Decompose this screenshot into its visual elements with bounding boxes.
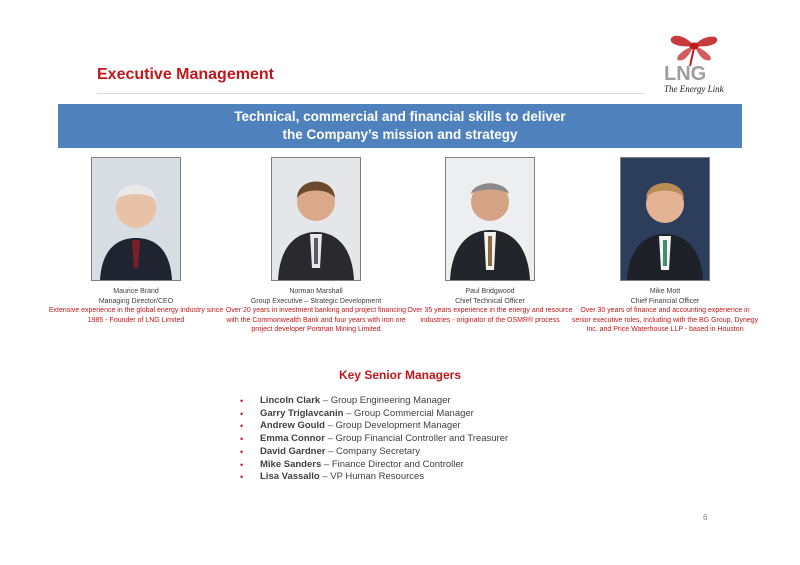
manager-role: – Company Secretary <box>328 445 420 457</box>
list-item <box>240 471 508 484</box>
bullet-icon: • <box>240 459 244 470</box>
executive-card <box>570 157 760 335</box>
manager-role: – Group Development Manager <box>327 420 461 432</box>
bullet-icon: • <box>240 434 244 445</box>
manager-name: David Gardner <box>260 445 326 457</box>
manager-name: Emma Connor <box>260 433 325 445</box>
page-title: Executive Management <box>97 66 274 83</box>
senior-managers-list <box>240 395 508 484</box>
executive-photo <box>445 157 535 281</box>
manager-role: – VP Human Resources <box>322 471 425 483</box>
executive-role: Chief Technical Officer <box>455 297 525 305</box>
executive-role: Group Executive – Strategic Development <box>250 297 382 305</box>
manager-role: – Group Engineering Manager <box>322 395 451 406</box>
bullet-icon: • <box>240 446 244 457</box>
executive-card <box>41 157 231 325</box>
executive-photo <box>620 157 710 281</box>
executive-name: Mike Mott <box>649 288 681 295</box>
manager-name: Lincoln Clark <box>260 395 321 406</box>
manager-name: Lisa Vassallo <box>260 471 320 483</box>
title-divider <box>97 93 645 94</box>
list-item <box>240 446 508 459</box>
executive-role: Chief Financial Officer <box>630 297 700 305</box>
executive-name: Paul Bridgwood <box>465 288 515 295</box>
executive-role: Managing Director/CEO <box>98 297 174 305</box>
logo-tagline: The Energy Link <box>664 84 724 94</box>
executive-card <box>221 157 411 335</box>
list-item <box>240 420 508 433</box>
list-item <box>240 459 508 472</box>
executive-name: Maurice Brand <box>113 288 159 295</box>
bullet-icon: • <box>240 472 244 483</box>
manager-name: Andrew Gould <box>260 420 325 432</box>
bullet-icon: • <box>240 408 244 419</box>
executive-description: Over 20 years in investment banking and project financing with the Commonwealth Bank and four years with iron ore project developer Portman Mining Limited <box>225 307 407 333</box>
company-logo <box>650 32 730 98</box>
executive-name: Norman Marshall <box>289 288 343 295</box>
manager-role: – Group Commercial Manager <box>346 407 474 419</box>
bullet-icon: • <box>240 421 244 432</box>
mission-banner <box>58 104 742 148</box>
banner-line-1: Technical, commercial and financial skills to deliver <box>234 109 566 124</box>
executive-description: Over 30 years of finance and accounting experience in senior executive roles, including with the BG Group, Dynegy Inc. and Price Waterhouse LLP - based in Houston <box>571 307 759 333</box>
bullet-icon: • <box>240 396 244 406</box>
manager-role: – Finance Director and Controller <box>323 458 464 470</box>
executive-description: Over 35 years experience in the energy and resource industries - originator of the OSMR® process <box>407 307 573 324</box>
list-item <box>240 395 508 408</box>
executive-photo <box>91 157 181 281</box>
executive-photo <box>271 157 361 281</box>
banner-line-2: the Company’s mission and strategy <box>282 127 518 142</box>
manager-name: Garry Triglavcanin <box>260 407 344 419</box>
manager-name: Mike Sanders <box>260 458 322 470</box>
list-item <box>240 433 508 446</box>
page-number: 6 <box>703 513 708 522</box>
senior-managers-title: Key Senior Managers <box>338 368 462 382</box>
executive-description: Extensive experience in the global energy industry since 1985 - Founder of LNG Limited <box>48 307 224 324</box>
manager-role: – Group Financial Controller and Treasurer <box>327 433 509 445</box>
logo-letters: LNG <box>664 63 707 85</box>
executive-card <box>395 157 585 325</box>
list-item <box>240 408 508 421</box>
